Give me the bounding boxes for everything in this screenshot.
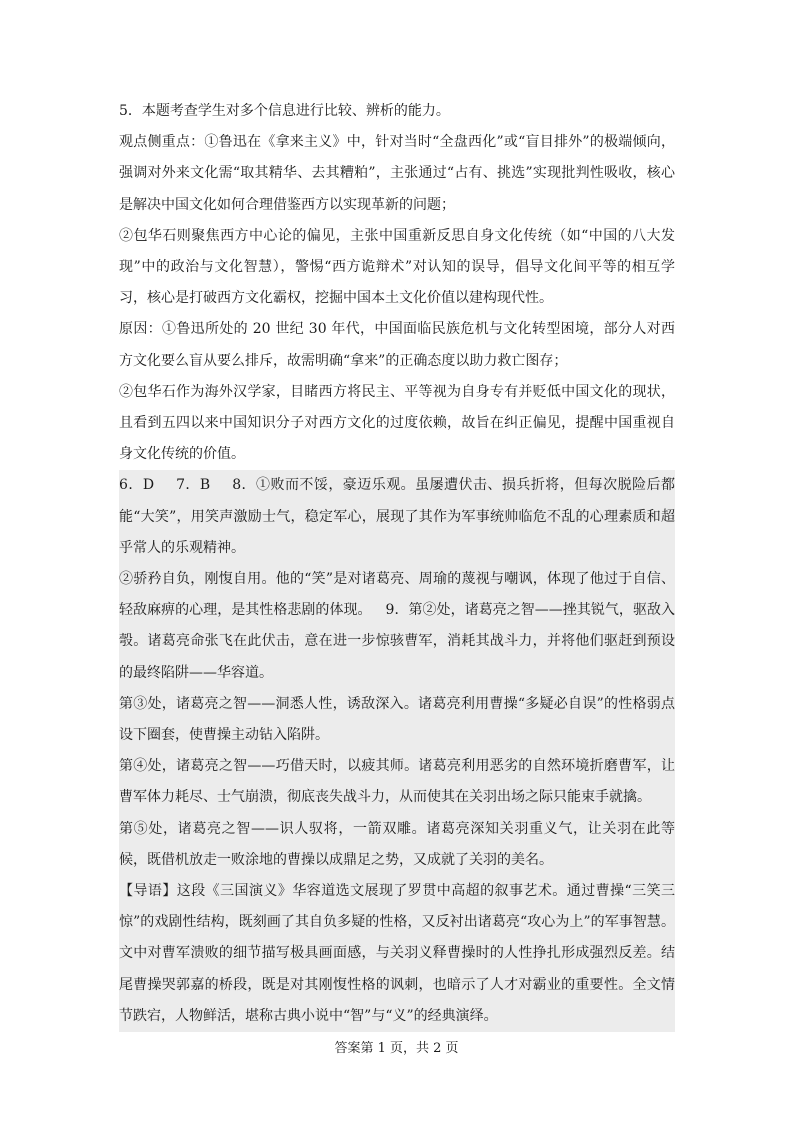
- q6-answer: 6．D: [119, 477, 155, 494]
- q8-9-line: [119, 564, 675, 689]
- q6-7-8-line: [119, 470, 675, 564]
- guide-paragraph: [119, 876, 675, 1032]
- q9-point3: 第③处，诸葛亮之智——洞悉人性，诱敌深入。诸葛亮利用曹操“多疑必自误”的性格弱点设下圈套，使曹操主动钻入陷阱。: [119, 695, 675, 744]
- guide-text: 这段《三国演义》华容道选文展现了罗贯中高超的叙事艺术。通过曹操“三笑三惊”的戏剧性结构，既刻画了其自负多疑的性格，又反衬出诸葛亮“攻心为上”的军事智慧。文中对曹军溃败的细节描写极具画面感，与关羽义释曹操时的人性挣扎形成强烈反差。结尾曹操哭郭嘉的桥段，既是对其刚愎性格的讽刺，也暗示了人才对霸业的重要性。全文情节跌宕，人物鲜活，堪称古典小说中“智”与“义”的经典演绎。: [119, 883, 676, 1024]
- q5-reason-1: 原因：①鲁迅所处的 20 世纪 30 年代，中国面临民族危机与文化转型困境，部分人对西方文化要么盲从要么排斥，故需明确“拿来”的正确态度以助力救亡图存；: [119, 321, 675, 369]
- q5-viewpoint-1: 观点侧重点：①鲁迅在《拿来主义》中，针对当时“全盘西化”或“盲目排外”的极端倾向，强调对外来文化需“取其精华、去其糟粕”，主张通过“占有、挑选”实现批判性吸收，核心是解决中国文化如何合理借鉴西方以实现革新的问题；: [119, 134, 675, 213]
- q8-part1: 8．①败而不馁，豪迈乐观。虽屡遭伏击、损兵折将，但每次脱险后都能“大笑”，用笑声激励士气，稳定军心，展现了其作为军事统帅临危不乱的心理素质和超乎常人的乐观精神。: [119, 477, 675, 556]
- q9-point2: 9．第②处，诸葛亮之智——挫其锐气，驱敌入彀。诸葛亮命张飞在此伏击，意在进一步惊骇曹军，消耗其战斗力，并将他们驱赶到预设的最终陷阱——华容道。: [119, 602, 675, 681]
- q8-part2: ②骄矜自负，刚愎自用。他的“笑”是对诸葛亮、周瑜的蔑视与嘲讽，体现了他过于自信、轻敌麻痹的心理，是其性格悲剧的体现。: [119, 571, 675, 619]
- q5-viewpoint-2: ②包华石则聚焦西方中心论的偏见，主张中国重新反思自身文化传统（如“中国的八大发现”中的政治与文化智慧），警惕“西方诡辩术”对认知的误导，倡导文化间平等的相互学习，核心是打破西方文化霸权，挖掘中国本土文化价值以建构现代性。: [119, 227, 675, 307]
- guide-tag: 【导语】: [119, 883, 177, 900]
- shaded-answer-block: [119, 470, 675, 1032]
- q5-heading: 5．本题考查学生对多个信息进行比较、辨析的能力。: [119, 103, 450, 119]
- q5-reason-2: ②包华石作为海外汉学家，目睹西方将民主、平等视为自身专有并贬低中国文化的现状，且看到五四以来中国知识分子对西方文化的过度依赖，故旨在纠正偏见，提醒中国重视自身文化传统的价值。: [119, 383, 675, 463]
- page-footer: 答案第 1 页，共 2 页: [334, 1041, 459, 1056]
- answer-content: [119, 96, 675, 1032]
- q9-point4: 第④处，诸葛亮之智——巧借天时，以疲其师。诸葛亮利用恶劣的自然环境折磨曹军，让曹军体力耗尽、士气崩溃，彻底丧失战斗力，从而使其在关羽出场之际只能束手就擒。: [119, 758, 675, 806]
- q9-point5: 第⑤处，诸葛亮之智——识人驭将，一箭双雕。诸葛亮深知关羽重义气，让关羽在此等候，既借机放走一败涂地的曹操以成鼎足之势，又成就了关羽的美名。: [119, 820, 675, 868]
- q7-answer: 7．B: [176, 477, 211, 494]
